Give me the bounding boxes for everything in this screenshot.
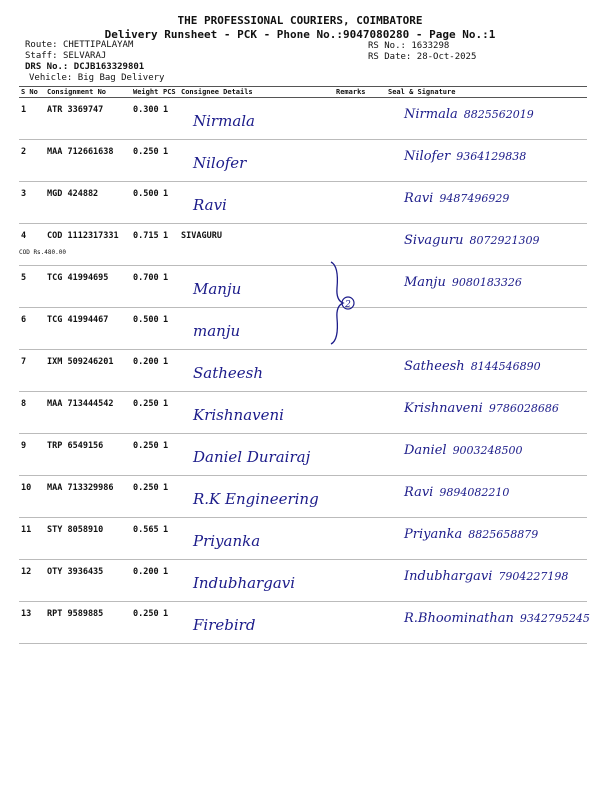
cell-weight: 0.500 [131,182,161,224]
cod-amount: COD Rs.480.00 [19,249,66,256]
consignment-no: OTY 3936435 [47,567,104,577]
table-row [19,560,587,602]
cell-consignee [179,98,334,140]
cell-consignment [45,392,131,434]
table-row [19,518,587,560]
cell-pcs: 1 [161,560,179,602]
cell-remarks [334,518,386,560]
consignment-no: IXM 509246201 [47,357,114,367]
cell-consignment [45,518,131,560]
vehicle-line [29,73,164,83]
consignee-name: manju [193,322,241,340]
cell-signature [386,602,590,644]
cell-consignee [179,350,334,392]
cell-signature [386,518,587,560]
consignee-name: Daniel Durairaj [193,448,311,466]
signature [404,611,601,626]
cell-consignment [45,434,131,476]
cell-weight: 0.250 [131,602,161,644]
signature [404,485,601,500]
cell-remarks [334,434,386,476]
cell-sno: 1 [19,98,45,140]
signature-phone: 9003248500 [452,444,523,457]
table-row [19,224,587,266]
table-row [19,350,587,392]
cell-remarks [334,602,386,644]
cell-pcs: 1 [161,98,179,140]
cell-signature [386,98,587,140]
cell-consignment [45,602,131,644]
consignee-name: Nilofer [193,154,247,172]
cell-pcs: 1 [161,476,179,518]
col-pcs: PCS [161,87,179,98]
drs-line [25,62,144,72]
signature [404,317,601,330]
cell-consignment [45,350,131,392]
cell-remarks [334,98,386,140]
consignee-name: Firebird [193,616,256,634]
rs-date-line [368,52,476,62]
signature-scribble: Daniel [404,443,447,458]
vehicle-value: Big Bag Delivery [77,73,165,83]
runsheet-subtitle: Delivery Runsheet - PCK - Phone No.:9047080280 - Page No.:1 [104,28,496,41]
cell-weight: 0.200 [131,560,161,602]
consignment-no: TRP 6549156 [47,441,104,451]
cell-signature [386,182,587,224]
cell-consignment [45,266,131,308]
cell-sno: 9 [19,434,45,476]
cell-remarks [334,140,386,182]
cell-sno: 11 [19,518,45,560]
cell-weight: 0.250 [131,476,161,518]
rs-date-value: 28-Oct-2025 [416,52,477,62]
cell-sno: 8 [19,392,45,434]
cell-pcs: 1 [161,392,179,434]
table-row [19,182,587,224]
cell-consignee [179,434,334,476]
cell-weight: 0.200 [131,350,161,392]
cell-pcs: 1 [161,182,179,224]
signature-scribble: Ravi [404,191,434,206]
cell-remarks [334,350,386,392]
signature-scribble: Priyanka [404,527,463,542]
signature [404,149,601,164]
consignment-no: MAA 712661638 [47,147,114,157]
signature [404,233,601,248]
company-title: THE PROFESSIONAL COURIERS, COIMBATORE [177,14,423,27]
cell-pcs: 1 [161,140,179,182]
signature [404,569,601,584]
grouping-brace [327,258,355,348]
table-row [19,266,587,308]
cell-sno: 10 [19,476,45,518]
signature [404,527,601,542]
consignee-name: Nirmala [193,112,255,130]
cell-pcs: 1 [161,308,179,350]
cell-consignment [45,182,131,224]
cell-consignment [45,560,131,602]
cell-consignee [179,224,334,266]
signature-phone: 9487496929 [439,192,510,205]
cell-sno: 4 [19,224,45,266]
signature [404,443,601,458]
consignee-name: Ravi [193,196,227,214]
staff-value: SELVARAJ [62,51,107,61]
col-remarks: Remarks [334,87,386,98]
signature-scribble: Indubhargavi [404,569,493,584]
brace-mark: 2 [345,300,351,310]
consignee-name: Manju [193,280,242,298]
cell-signature [386,392,587,434]
cell-sno: 6 [19,308,45,350]
table-header [19,87,587,98]
signature [404,275,601,290]
cell-consignee [179,602,334,644]
consignment-no: ATR 3369747 [47,105,104,115]
col-consignment: Consignment No [45,87,131,98]
vehicle-label: Vehicle: [29,73,73,83]
consignee-name: Krishnaveni [193,406,284,424]
signature-phone: 8825562019 [463,108,534,121]
signature-scribble: Manju [404,275,446,290]
drs-value: DCJB163329801 [73,62,145,72]
cell-pcs: 1 [161,350,179,392]
signature-phone: 7904227198 [498,570,569,583]
cell-sno: 12 [19,560,45,602]
signature-phone: 9894082210 [439,486,510,499]
signature-scribble: Ravi [404,485,434,500]
signature-scribble: Nirmala [404,107,458,122]
cell-consignee [179,518,334,560]
table-row [19,476,587,518]
signature-phone: 8144546890 [470,360,541,373]
signature-scribble: R.Bhoominathan [404,611,514,626]
table-row [19,308,587,350]
consignment-no: MAA 713329986 [47,483,114,493]
col-weight: Weight [131,87,161,98]
staff-label: Staff: [25,51,58,61]
cell-sno: 7 [19,350,45,392]
col-signature: Seal & Signature [386,87,587,98]
cell-consignee [179,560,334,602]
signature [404,359,601,374]
cell-weight: 0.250 [131,434,161,476]
cell-sno: 13 [19,602,45,644]
cell-signature [386,140,587,182]
consignment-no: MAA 713444542 [47,399,114,409]
table-row [19,98,587,140]
route-value: CHETTIPALAYAM [62,40,134,50]
cell-signature [386,434,587,476]
route-label: Route: [25,40,58,50]
signature-phone: 8825658879 [468,528,539,541]
cell-weight: 0.565 [131,518,161,560]
cell-consignee [179,308,334,350]
signature [404,401,601,416]
rs-no-label: RS No.: [368,41,406,51]
consignee-name: R.K Engineering [193,490,319,508]
signature-scribble: Sivaguru [404,233,464,248]
signature [404,191,601,206]
cell-sno: 2 [19,140,45,182]
cell-pcs: 1 [161,266,179,308]
consignee-name: Priyanka [193,532,261,550]
cell-consignee [179,182,334,224]
consignee-name: Satheesh [193,364,264,382]
cell-consignment [19,224,131,266]
consignment-no: STY 8058910 [47,525,104,535]
cell-signature [386,560,587,602]
consignee-name: Indubhargavi [193,574,296,592]
cell-weight: 0.300 [131,98,161,140]
cell-consignee [179,140,334,182]
cell-weight: 0.500 [131,308,161,350]
cell-consignment [45,140,131,182]
cell-pcs: 1 [161,434,179,476]
table-row [19,434,587,476]
signature-phone: 9786028686 [488,402,559,415]
drs-label: DRS No.: [25,62,69,72]
cell-weight: 0.250 [131,392,161,434]
signature-scribble: Nilofer [404,149,451,164]
consignment-no: TCG 41994467 [47,315,109,325]
cell-consignment [45,98,131,140]
signature-phone: 9080183326 [451,276,522,289]
cell-sno: 3 [19,182,45,224]
table-row [19,392,587,434]
signature-scribble: Satheesh [404,359,465,374]
rs-date-label: RS Date: [368,52,412,62]
cell-remarks [334,182,386,224]
cell-signature [386,476,587,518]
cell-signature [386,308,587,350]
staff-line [25,51,106,61]
cell-signature [386,224,587,266]
table-row [19,140,587,182]
cell-sno: 5 [19,266,45,308]
cell-consignment [45,308,131,350]
cell-consignment [45,476,131,518]
cell-remarks [334,392,386,434]
route-line [25,40,133,50]
cell-consignee [179,266,334,308]
consignment-no: COD 1112317331 [47,231,119,241]
col-sno: S No [19,87,45,98]
cell-weight: 0.700 [131,266,161,308]
cell-weight: 0.715 [131,224,161,266]
consignee-name: SIVAGURU [181,231,222,241]
cell-consignee [179,392,334,434]
runsheet-table [19,86,590,644]
cell-signature [386,266,587,308]
consignment-no: MGD 424882 [47,189,99,199]
cell-pcs: 1 [161,518,179,560]
col-consignee: Consignee Details [179,87,334,98]
signature [404,107,601,122]
signature-phone: 8072921309 [469,234,540,247]
cell-consignee [179,476,334,518]
consignment-no: RPT 9589885 [47,609,104,619]
consignment-no: TCG 41994695 [47,273,109,283]
cell-weight: 0.250 [131,140,161,182]
table-row [19,602,587,644]
cell-remarks [334,560,386,602]
rs-no-line [368,41,449,51]
signature-phone: 9342795245 [519,612,590,625]
signature-phone: 9364129838 [456,150,527,163]
cell-signature [386,350,587,392]
cell-pcs: 1 [161,224,179,266]
cell-pcs: 1 [161,602,179,644]
cell-remarks [334,476,386,518]
signature-scribble: Krishnaveni [404,401,483,416]
rs-no-value: 1633298 [411,41,450,51]
